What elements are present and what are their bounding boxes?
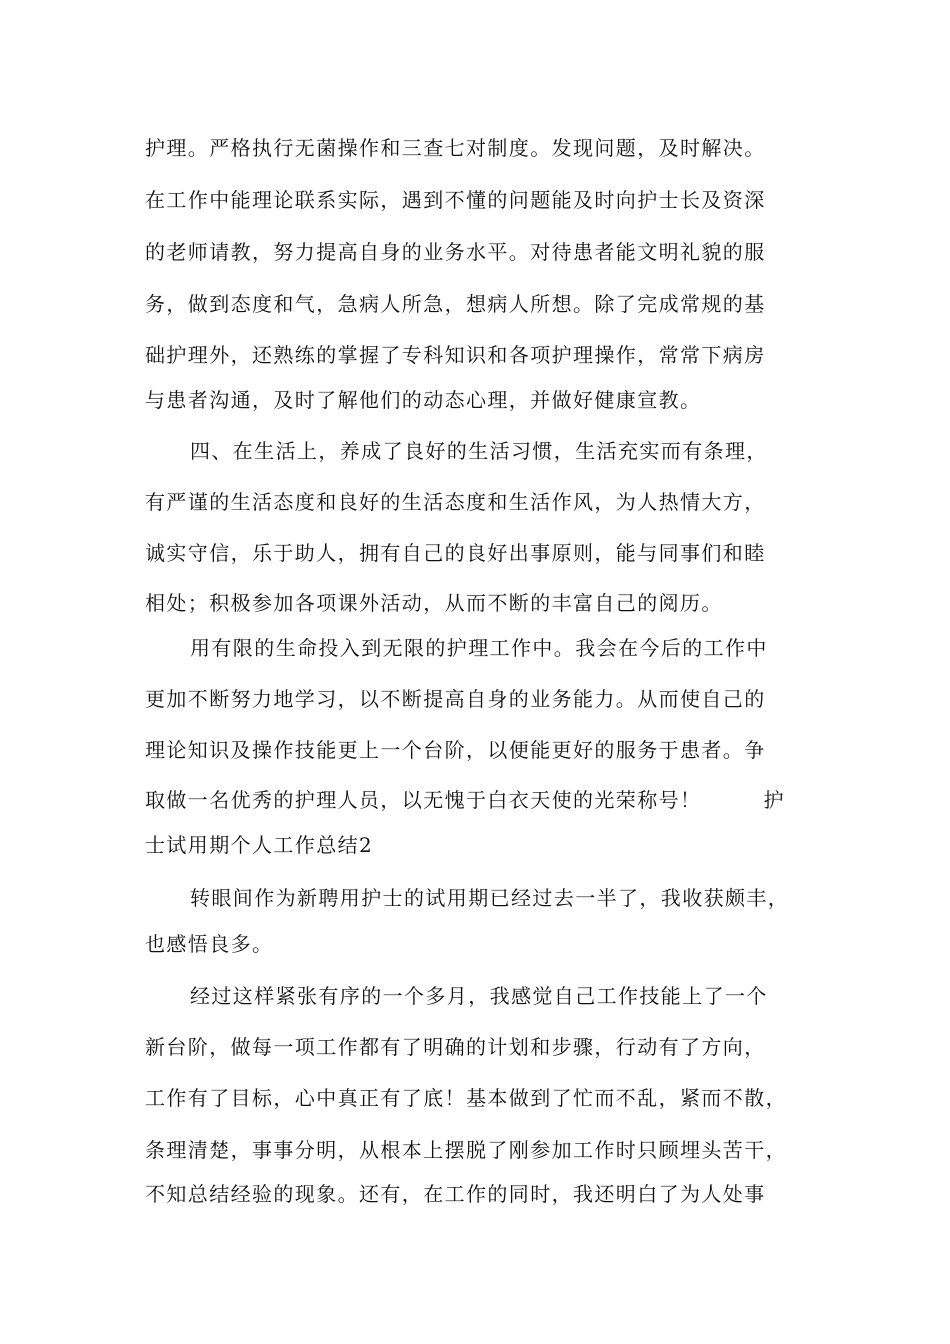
text-line: 更加不断努力地学习，以不断提高自身的业务能力。从而使自己的 bbox=[145, 687, 766, 711]
paragraph-start-line: 经过这样紧张有序的一个多月，我感觉自己工作技能上了一个 bbox=[190, 984, 768, 1008]
text-line: 工作有了目标，心中真正有了底！基本做到了忙而不乱，紧而不散， bbox=[145, 1086, 787, 1110]
section-title-line: 士试用期个人工作总结2 bbox=[145, 833, 374, 857]
text-line: 务，做到态度和气，急病人所急，想病人所想。除了完成常规的基 bbox=[145, 292, 766, 316]
paragraph-start-line: 四、在生活上，养成了良好的生活习惯，生活充实而有条理， bbox=[190, 439, 768, 463]
text-line: 有严谨的生活态度和良好的生活态度和生活作风，为人热情大方， bbox=[145, 490, 766, 514]
paragraph-start-line: 用有限的生命投入到无限的护理工作中。我会在今后的工作中 bbox=[190, 636, 768, 660]
text-line: 的老师请教，努力提高自身的业务水平。对待患者能文明礼貌的服 bbox=[145, 240, 766, 264]
text-line: 诚实守信，乐于助人，拥有自己的良好出事原则，能与同事们和睦 bbox=[145, 541, 766, 565]
text-line: 在工作中能理论联系实际，遇到不懂的问题能及时向护士长及资深 bbox=[145, 188, 766, 212]
text-line: 础护理外，还熟练的掌握了专科知识和各项护理操作，常常下病房 bbox=[145, 343, 766, 367]
text-line: 取做一名优秀的护理人员，以无愧于白衣天使的光荣称号！ 护 bbox=[145, 788, 785, 812]
text-line: 不知总结经验的现象。还有，在工作的同时，我还明白了为人处事 bbox=[145, 1182, 766, 1206]
text-line: 理论知识及操作技能更上一个台阶，以便能更好的服务于患者。争 bbox=[145, 738, 766, 762]
text-line: 相处；积极参加各项课外活动，从而不断的丰富自己的阅历。 bbox=[145, 591, 723, 615]
text-line: 新台阶，做每一项工作都有了明确的计划和步骤，行动有了方向， bbox=[145, 1035, 766, 1059]
text-line: 护理。严格执行无菌操作和三查七对制度。发现问题，及时解决。 bbox=[145, 136, 766, 160]
text-line: 与患者沟通，及时了解他们的动态心理，并做好健康宣教。 bbox=[145, 388, 702, 412]
text-line: 也感悟良多。 bbox=[145, 932, 274, 956]
paragraph-start-line: 转眼间作为新聘用护士的试用期已经过去一半了，我收获颇丰， bbox=[190, 886, 790, 910]
text-line: 条理清楚，事事分明，从根本上摆脱了刚参加工作时只顾埋头苦干， bbox=[145, 1138, 787, 1162]
